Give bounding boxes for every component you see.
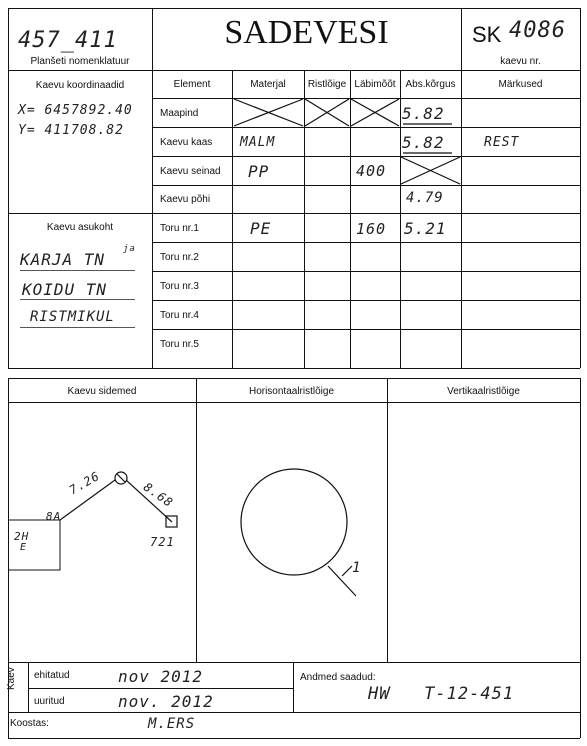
row-label: Kaevu kaas	[160, 137, 213, 148]
location-superscript: ja	[123, 244, 136, 254]
building-sub: E	[20, 542, 28, 553]
cell-markused: REST	[484, 135, 520, 150]
coords-label: Kaevu koordinaadid	[35, 80, 125, 91]
building-label: 2H	[14, 530, 30, 543]
distance-2: 8.68	[140, 479, 176, 511]
andmed-label: Andmed saadud:	[300, 672, 376, 683]
well-label: kaevu nr.	[500, 56, 541, 67]
well-number: 4086	[509, 18, 566, 43]
coord-x: X= 6457892.40	[18, 103, 133, 118]
header-horisontaal: Horisontaalristlõige	[248, 386, 335, 397]
location-line-2: KOIDU TN	[22, 280, 108, 299]
andmed-value: HW T-12-451	[368, 684, 515, 704]
row-label: Kaevu põhi	[160, 194, 211, 205]
row-label: Toru nr.1	[160, 223, 199, 234]
uuritud-label: uuritud	[34, 696, 65, 707]
coord-y: Y= 411708.82	[18, 123, 124, 138]
corner-label: 8A	[46, 510, 62, 523]
ehitatud-value: nov 2012	[118, 667, 204, 686]
location-line-1: KARJA TN	[20, 250, 106, 269]
row-label: Kaevu seinad	[160, 166, 221, 177]
header-materjal: Materjal	[250, 79, 286, 90]
target-label: 721	[150, 535, 175, 549]
header-element: Element	[173, 79, 211, 90]
cell-abs: 5.82	[402, 104, 445, 123]
nomenclature-label: Planšeti nomenklatuur	[30, 56, 130, 67]
header-ristloige: Ristlõige	[307, 79, 347, 90]
cell-materjal: MALM	[240, 135, 276, 150]
row-label: Toru nr.5	[160, 339, 199, 350]
header-vertikaal: Vertikaalristlõige	[447, 386, 520, 397]
row-label: Toru nr.3	[160, 281, 199, 292]
header-sidemed: Kaevu sidemed	[67, 386, 137, 397]
row-label: Maapind	[160, 108, 199, 119]
pipe-label: 1	[352, 560, 362, 576]
row-label: Toru nr.4	[160, 310, 199, 321]
cell-labimoot: 160	[356, 220, 387, 238]
kaev-label: Kaev	[6, 667, 17, 690]
cell-materjal: PE	[250, 219, 272, 238]
row-label: Toru nr.2	[160, 252, 199, 263]
cell-abs: 4.79	[406, 190, 444, 206]
cell-abs: 5.82	[402, 133, 445, 152]
location-line-3: RISTMIKUL	[30, 309, 115, 325]
uuritud-value: nov. 2012	[118, 692, 214, 711]
page-title: SADEVESI	[224, 14, 389, 51]
cell-labimoot: 400	[356, 162, 387, 180]
header-markused: Märkused	[498, 79, 543, 90]
koostas-value: M.ERS	[148, 716, 196, 732]
well-prefix: SK	[472, 22, 502, 47]
location-label: Kaevu asukoht	[46, 222, 114, 233]
cell-abs: 5.21	[404, 219, 447, 238]
cell-materjal: PP	[248, 162, 270, 181]
header-labimoot: Läbimõõt	[354, 79, 396, 90]
koostas-label: Koostas:	[10, 718, 49, 729]
header-abs: Abs.kõrgus	[405, 79, 456, 90]
ehitatud-label: ehitatud	[34, 670, 70, 681]
nomenclature-value: 457_411	[18, 28, 118, 53]
distance-1: 7.26	[66, 468, 103, 498]
